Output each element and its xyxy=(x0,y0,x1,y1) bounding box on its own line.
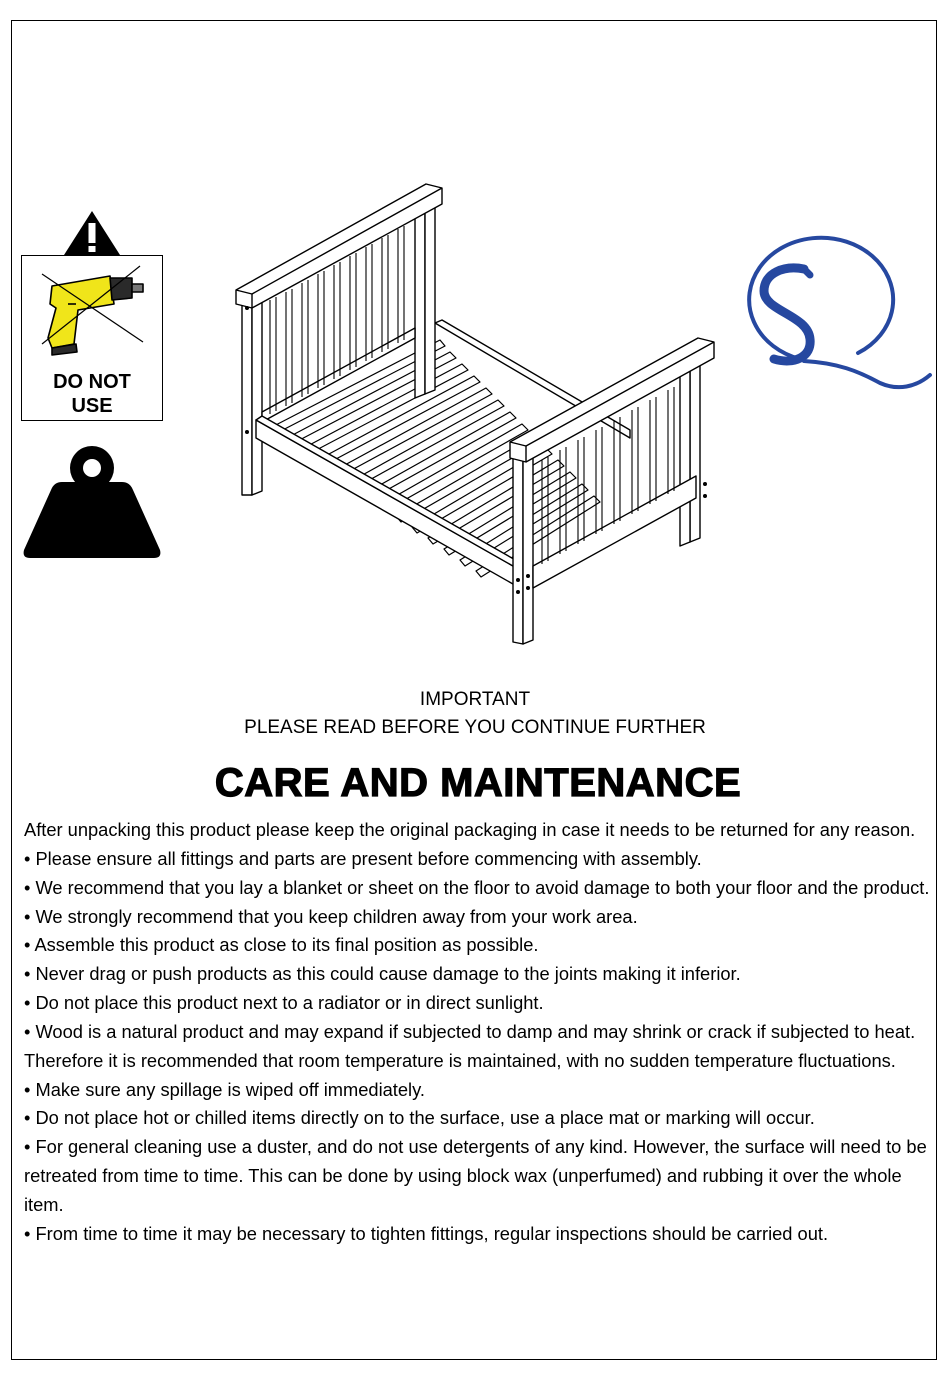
list-item: • Make sure any spillage is wiped off immediately. xyxy=(24,1078,425,1100)
list-item: • We recommend that you lay a blanket or sheet on the floor to avoid damage to both your floor and the product. xyxy=(24,876,930,898)
list-item: • Please ensure all fittings and parts are present before commencing with assembly. xyxy=(24,847,702,869)
list-item: • Do not place hot or chilled items directly on to the surface, use a place mat or marking will occur. xyxy=(24,1107,815,1129)
list-item: • Never drag or push products as this could cause damage to the joints making it inferior. xyxy=(24,963,741,985)
care-instructions xyxy=(24,816,932,1249)
list-item: • Wood is a natural product and may expand if subjected to damp and may shrink or crack if subjected to heat. Therefore it is recommended that room temperature is maintained, with no sudden temperature fluctuations. xyxy=(24,1020,916,1071)
page-title: CARE AND MAINTENANCE xyxy=(214,761,742,805)
brand-logo xyxy=(708,235,933,395)
weight-icon xyxy=(22,444,162,560)
do-not-use-label-line1: DO NOT xyxy=(53,371,131,393)
list-item: • For general cleaning use a duster, and do not use detergents of any kind. However, the surface will need to be retreated from time to time. This can be done by using block wax (unperfumed) and rubbing it over the whole item. xyxy=(24,1136,927,1215)
please-read-subheading: PLEASE READ BEFORE YOU CONTINUE FURTHER xyxy=(244,717,706,738)
important-heading: IMPORTANT xyxy=(419,689,531,710)
list-item: • Do not place this product next to a radiator or in direct sunlight. xyxy=(24,992,544,1014)
drill-icon xyxy=(40,264,145,356)
list-item: • From time to time it may be necessary to tighten fittings, regular inspections should be carried out. xyxy=(24,1222,829,1244)
bed-illustration xyxy=(230,180,720,650)
list-item: • Assemble this product as close to its final position as possible. xyxy=(24,934,539,956)
do-not-use-drill-sign xyxy=(21,255,163,421)
intro-paragraph: After unpacking this product please keep the original packaging in case it needs to be returned for any reason. xyxy=(24,819,916,840)
list-item: • We strongly recommend that you keep children away from your work area. xyxy=(24,905,638,927)
do-not-use-label-line2: USE xyxy=(71,395,113,417)
warning-triangle-icon xyxy=(62,210,122,256)
